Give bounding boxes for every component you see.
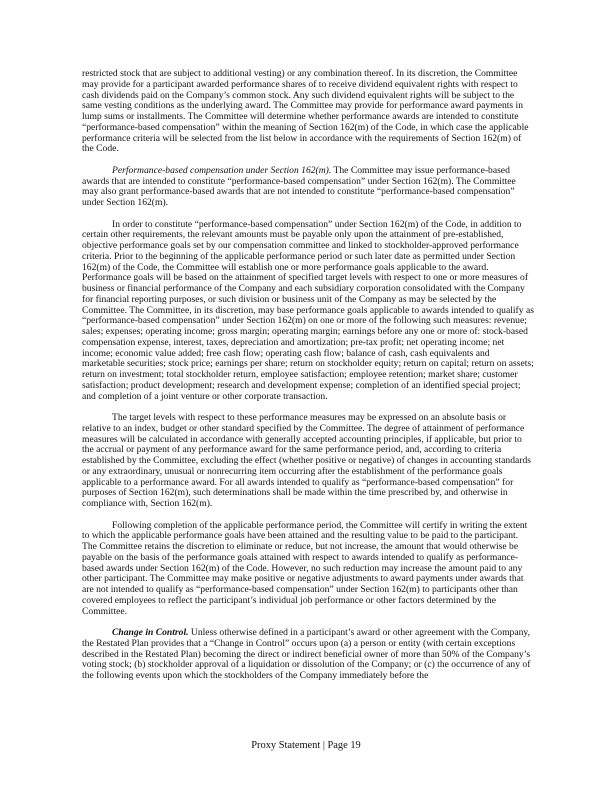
paragraph-performance-goals: [82, 220, 534, 403]
body-text: [82, 69, 534, 693]
paragraph-change-in-control: [82, 628, 534, 682]
paragraph-text: In order to constitute “performance-based compensation” under Section 162(m) of the Code, in addition to certain other requirements, the relevant amounts must be payable only upon the attainment of pre-established, objective performance goals set by our compensation committee and linked to stockholder-approved performance criteria. Prior to the beginning of the applicable performance period or such later date as permitted under Section 162(m) of the Code, the Committee will establish one or more performance goals applicable to the award. Performance goals will be based on the attainment of specified target levels with respect to one or more measures of business or financial performance of the Company and each subsidiary corporation consolidated with the Company for financial reporting purposes, or such division or business unit of the Company as may be selected by the Committee. The Committee, in its discretion, may base performance goals applicable to awards intended to qualify as “performance-based compensation” under Section 162(m) on one or more of the following such measures: revenue; sales; expenses; operating income; gross margin; operating margin; earnings before any one or more of: stock-based compensation expense, interest, taxes, depreciation and amortization; pre-tax profit; net operating income; net income; economic value added; free cash flow; operating cash flow; balance of cash, cash equivalents and marketable securities; stock price; earnings per share; return on stockholder equity; return on capital; return on assets; return on investment; total stockholder return, employee satisfaction; employee retention; market share; customer satisfaction; product development; research and development expense; completion of an identified special project; and completion of a joint venture or other corporate transaction.: [82, 218, 534, 402]
page-footer: Proxy Statement | Page 19: [251, 740, 361, 751]
paragraph-section-162m: [82, 166, 534, 209]
paragraph-text: The target levels with respect to these performance measures may be expressed on an absolute basis or relative to an index, budget or other standard specified by the Committee. The degree of attainment of performance measures will be calculated in accordance with generally accepted accounting principles, if applicable, but prior to the accrual or payment of any performance award for the same performance period, and, according to criteria established by the Committee, excluding the effect (whether positive or negative) of changes in accounting standards or any extraordinary, unusual or nonrecurring item occurring after the establishment of the performance goals applicable to a performance award. For all awards intended to qualify as “performance-based compensation” for purposes of Section 162(m), such determinations shall be made within the time prescribed by, and otherwise in compliance with, Section 162(m).: [82, 412, 531, 509]
paragraph-award-terms: [82, 69, 534, 155]
paragraph-text: Unless otherwise defined in a participant’s award or other agreement with the Company, the Restated Plan provides that a “Change in Control” occurs upon (a) a person or entity (with certain exceptions described in the Restated Plan) becoming the direct or indirect beneficial owner of more than 50% of the Company’s voting stock; (b) stockholder approval of a liquidation or dissolution of the Company; or (c) the occurrence of any of the following events upon which the stockholders of the Company immediately before the: [82, 627, 531, 681]
paragraph-text: Following completion of the applicable performance period, the Committee will certify in writing the extent to which the applicable performance goals have been attained and the resulting value to be paid to the participant. The Committee retains the discretion to eliminate or reduce, but not increase, the amount that would otherwise be payable on the basis of the performance goals attained with respect to awards intended to qualify as performance-based awards under Section 162(m) of the Code. However, no such reduction may increase the amount paid to any other participant. The Committee may make positive or negative adjustments to award payments under awards that are not intended to qualify as “performance-based compensation” under Section 162(m) to participants other than covered employees to reflect the participant’s individual job performance or other factors determined by the Committee.: [82, 519, 528, 617]
paragraph-text: restricted stock that are subject to additional vesting) or any combination thereof. In its discretion, the Committee may provide for a participant awarded performance shares of to receive dividend equivalent rights with respect to cash dividends paid on the Company’s common stock. Any such dividend equivalent rights will be subject to the same vesting conditions as the underlying award. The Committee may provide for performance award payments in lump sums or installments. The Committee will determine whether performance awards are intended to constitute “performance-based compensation” within the meaning of Section 162(m) of the Code, in which case the applicable performance criteria will be selected from the list below in accordance with the requirements of Section 162(m) of the Code.: [82, 68, 529, 155]
section-heading: Performance-based compensation under Section 162(m).: [112, 164, 332, 176]
paragraph-certification: [82, 521, 534, 618]
section-heading: Change in Control.: [112, 627, 189, 638]
paragraph-text: The Committee may issue performance-based awards that are intended to constitute “performance-based compensation” under Section 162(m). The Committee may also grant performance-based awards that are not intended to constitute “performance-based compensation” under Section 162(m).: [82, 164, 516, 208]
paragraph-target-levels: [82, 413, 534, 510]
